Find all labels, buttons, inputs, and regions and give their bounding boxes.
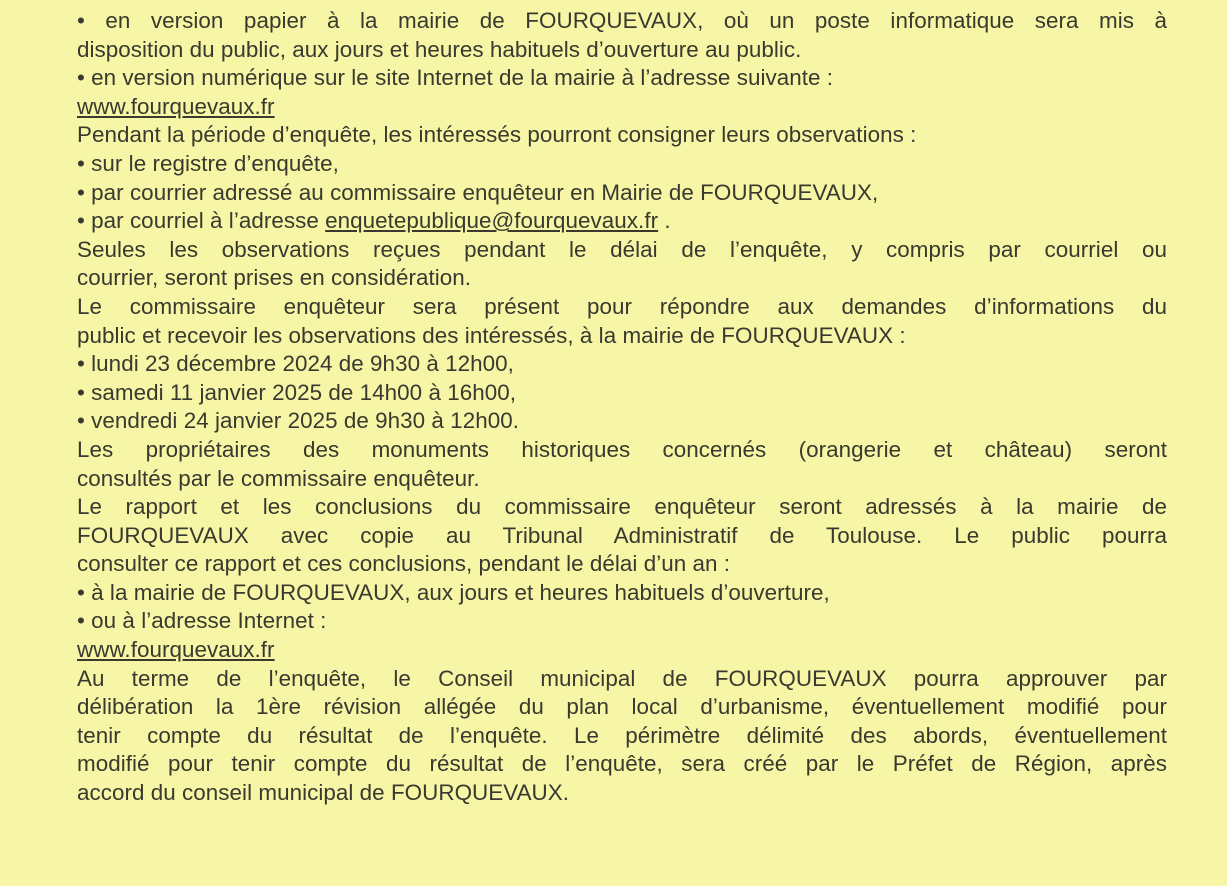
paragraph-line: consulter ce rapport et ces conclusions, pendant le délai d’un an : bbox=[77, 551, 731, 577]
bullet-line: • à la mairie de FOURQUEVAUX, aux jours et heures habituels d’ouverture, bbox=[77, 579, 830, 605]
bullet-line: • par courrier adressé au commissaire enquêteur en Mairie de FOURQUEVAUX, bbox=[77, 179, 879, 205]
paragraph-line: • en version papier à la mairie de FOURQUEVAUX, où un poste informatique sera mis à bbox=[77, 8, 1167, 33]
paragraph-line: courrier, seront prises en considération. bbox=[77, 265, 472, 291]
paragraph-line: public et recevoir les observations des intéressés, à la mairie de FOURQUEVAUX : bbox=[77, 322, 906, 348]
paragraph-line: Le rapport et les conclusions du commissaire enquêteur seront adressés à la mairie de bbox=[77, 494, 1167, 520]
paragraph-line: • en version numérique sur le site Internet de la mairie à l’adresse suivante : bbox=[77, 65, 834, 91]
paragraph-line: FOURQUEVAUX avec copie au Tribunal Administratif de Toulouse. Le public pourra bbox=[77, 522, 1167, 548]
bullet-email-prefix: • par courriel à l’adresse bbox=[77, 208, 326, 234]
session-line: • vendredi 24 janvier 2025 de 9h30 à 12h00. bbox=[77, 408, 519, 434]
paragraph-line: consultés par le commissaire enquêteur. bbox=[77, 465, 480, 491]
session-line: • samedi 11 janvier 2025 de 14h00 à 16h00, bbox=[77, 379, 517, 405]
bullet-email-suffix: . bbox=[658, 208, 671, 234]
paragraph-line: disposition du public, aux jours et heures habituels d’ouverture au public. bbox=[77, 36, 802, 62]
paragraph-line: Seules les observations reçues pendant le délai de l’enquête, y compris par courriel ou bbox=[77, 236, 1167, 262]
paragraph-line: modifié pour tenir compte du résultat de l’enquête, sera créé par le Préfet de Région, après bbox=[77, 751, 1167, 777]
email-link[interactable]: enquetepublique@fourquevaux.fr bbox=[325, 208, 659, 234]
paragraph-line: tenir compte du résultat de l’enquête. Le périmètre délimité des abords, éventuellement bbox=[77, 722, 1167, 748]
bullet-line-email bbox=[77, 207, 1167, 236]
paragraph-line: délibération la 1ère révision allégée du plan local d’urbanisme, éventuellement modifié pour bbox=[77, 694, 1167, 720]
bullet-line: • ou à l’adresse Internet : bbox=[77, 608, 327, 634]
paragraph-line: Pendant la période d’enquête, les intéressés pourront consigner leurs observations : bbox=[77, 122, 917, 148]
bullet-line: • sur le registre d’enquête, bbox=[77, 150, 339, 176]
document-text-body bbox=[77, 7, 1167, 808]
paragraph-line: Les propriétaires des monuments historiques concernés (orangerie et château) seront bbox=[77, 436, 1167, 462]
paragraph-line: accord du conseil municipal de FOURQUEVAUX. bbox=[77, 780, 570, 806]
paragraph-line: Au terme de l’enquête, le Conseil municipal de FOURQUEVAUX pourra approuver par bbox=[77, 665, 1167, 691]
session-line: • lundi 23 décembre 2024 de 9h30 à 12h00, bbox=[77, 351, 514, 377]
paragraph-line: Le commissaire enquêteur sera présent pour répondre aux demandes d’informations du bbox=[77, 293, 1167, 319]
website-link[interactable] bbox=[77, 93, 1167, 122]
website-link[interactable] bbox=[77, 636, 1167, 665]
website-link-text: www.fourquevaux.fr bbox=[77, 93, 275, 119]
website-link-text: www.fourquevaux.fr bbox=[77, 637, 275, 663]
